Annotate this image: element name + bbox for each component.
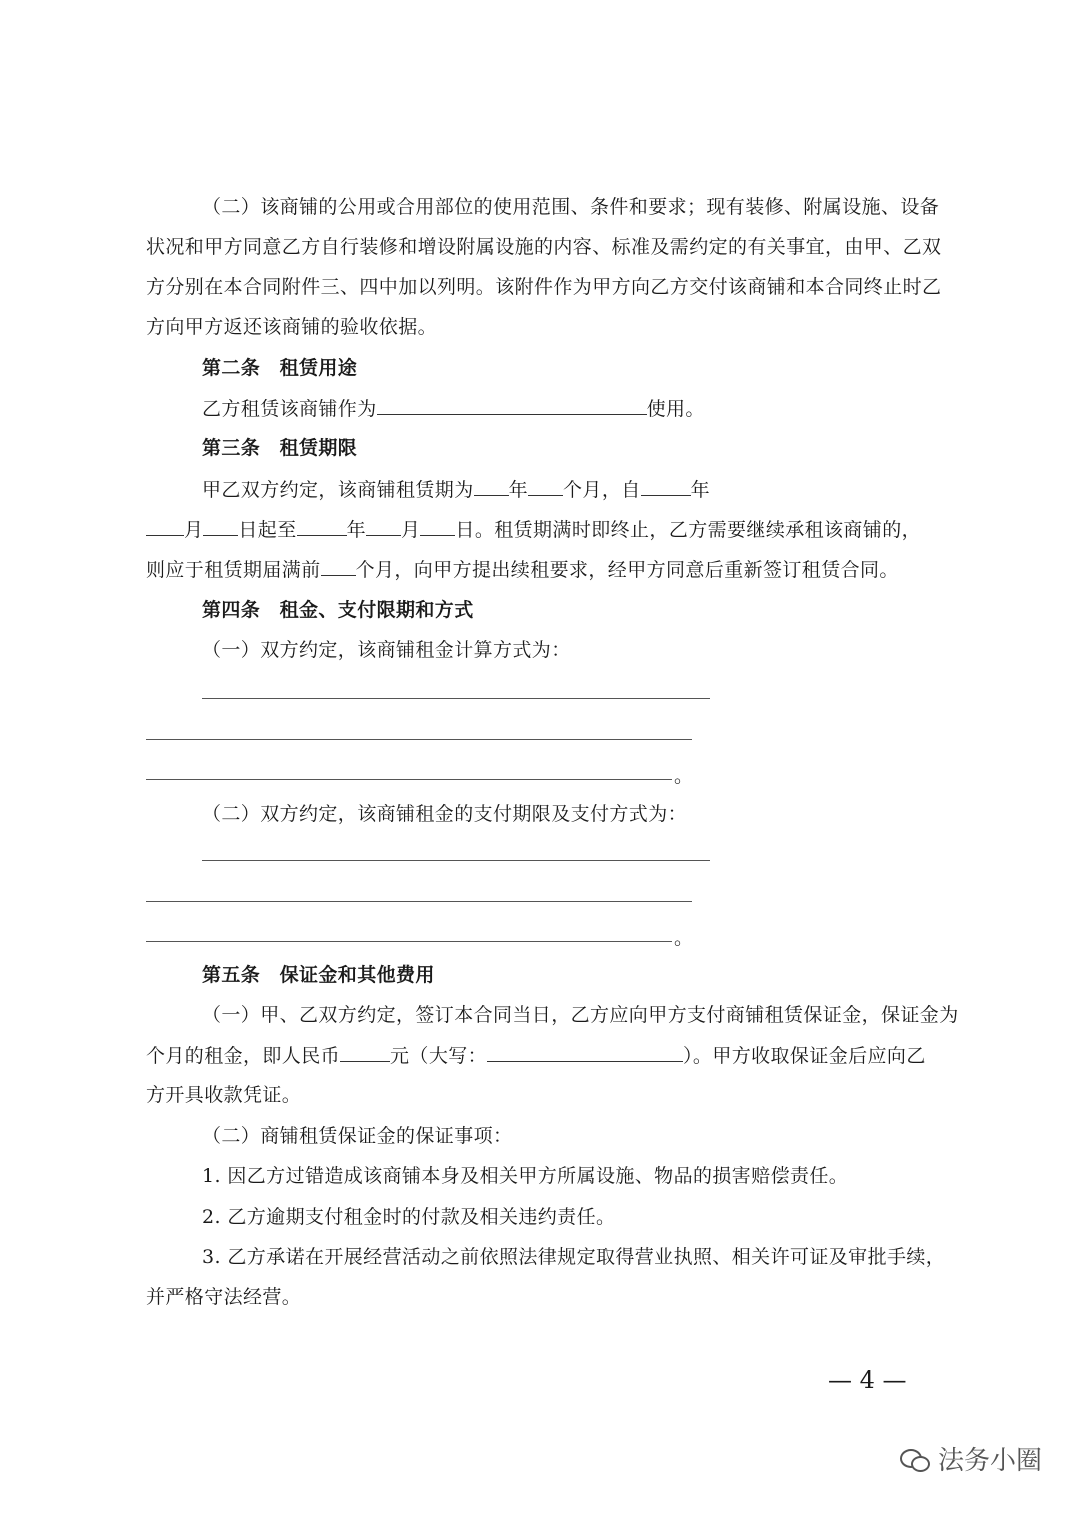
para-1-line-1: （二）该商铺的公用或合用部位的使用范围、条件和要求；现有装修、附属设施、设备	[202, 196, 940, 218]
months-blank	[528, 477, 563, 496]
payment-blank-1	[202, 860, 710, 861]
article-5-para-2: （二）商铺租赁保证金的保证事项：	[202, 1125, 513, 1147]
end-year-blank	[297, 517, 347, 536]
text: 年	[508, 479, 529, 501]
deposit-uppercase-blank	[487, 1043, 683, 1062]
text: 个月，自	[563, 479, 641, 501]
text: 个月，向甲方提出续租要求，经甲方同意后重新签订租赁合同。	[355, 559, 899, 581]
renew-months-blank	[321, 557, 356, 576]
text: 则应于租赁期届满前	[146, 559, 321, 581]
list-item-3-line-2: 并严格守法经营。	[146, 1286, 302, 1308]
text: 日。租赁期满时即终止，乙方需要继续承租该商铺的，	[455, 519, 922, 541]
list-item-3-line-1: 3. 乙方承诺在开展经营活动之前依照法律规定取得营业执照、相关许可证及审批手续，	[202, 1246, 946, 1268]
text: 甲乙双方约定，该商铺租赁期为	[202, 479, 474, 501]
start-day-blank	[203, 517, 238, 536]
para-1-line-4: 方向甲方返还该商铺的验收依据。	[146, 316, 438, 338]
years-blank	[474, 477, 509, 496]
end-day-blank	[420, 517, 455, 536]
article-2-text-a: 乙方租赁该商铺作为	[202, 398, 377, 420]
article-3-title: 第三条 租赁期限	[202, 437, 358, 459]
watermark	[900, 1440, 1042, 1477]
article-2-title: 第二条 租赁用途	[202, 357, 358, 379]
wechat-icon	[900, 1447, 930, 1471]
article-3-line-3	[146, 557, 899, 582]
text: 日起至	[238, 519, 297, 541]
list-item-1: 1. 因乙方过错造成该商铺本身及相关甲方所属设施、物品的损害赔偿责任。	[202, 1165, 849, 1187]
page-number: — 4 —	[828, 1366, 907, 1394]
article-5-title: 第五条 保证金和其他费用	[202, 964, 435, 986]
text: 月	[184, 519, 204, 541]
article-2-text-b: 使用。	[646, 398, 705, 420]
usage-blank	[377, 396, 647, 415]
article-5-para-1-line-2	[146, 1043, 926, 1068]
start-year-blank	[641, 477, 691, 496]
article-4-para-1: （一）双方约定，该商铺租金计算方式为：	[202, 639, 571, 661]
watermark-text: 法务小圈	[938, 1446, 1043, 1476]
rent-calc-blank-3	[146, 779, 672, 780]
rent-calc-blank-2	[146, 739, 692, 740]
end-month-blank	[366, 517, 401, 536]
text: 个月的租金，即人民币	[146, 1045, 341, 1067]
article-2-line	[202, 396, 705, 421]
payment-blank-2	[146, 901, 692, 902]
article-4-title: 第四条 租金、支付限期和方式	[202, 599, 474, 621]
text: ）。甲方收取保证金后应向乙	[683, 1045, 926, 1067]
article-3-line-2	[146, 517, 921, 542]
end-mark: 。	[674, 765, 694, 787]
text: 年	[346, 519, 367, 541]
text: 元（大写：	[390, 1045, 488, 1067]
article-4-para-2: （二）双方约定，该商铺租金的支付期限及支付方式为：	[202, 803, 688, 825]
para-1-line-2: 状况和甲方同意乙方自行装修和增设附属设施的内容、标准及需约定的有关事宜，由甲、乙双	[146, 236, 942, 258]
list-item-2: 2. 乙方逾期支付租金时的付款及相关违约责任。	[202, 1206, 616, 1228]
para-1-line-3: 方分别在本合同附件三、四中加以列明。该附件作为甲方向乙方交付该商铺和本合同终止时乙	[146, 276, 942, 298]
start-month-blank	[146, 517, 184, 536]
rent-calc-blank-1	[202, 698, 710, 699]
deposit-amount-blank	[340, 1043, 390, 1062]
article-5-para-1-line-1: （一）甲、乙双方约定，签订本合同当日，乙方应向甲方支付商铺租赁保证金，保证金为	[202, 1004, 959, 1026]
text: 年	[690, 479, 711, 501]
end-mark: 。	[674, 927, 694, 949]
payment-blank-3	[146, 941, 672, 942]
article-3-line-1	[202, 477, 710, 502]
text: 月	[401, 519, 421, 541]
article-5-para-1-line-3: 方开具收款凭证。	[146, 1084, 302, 1106]
